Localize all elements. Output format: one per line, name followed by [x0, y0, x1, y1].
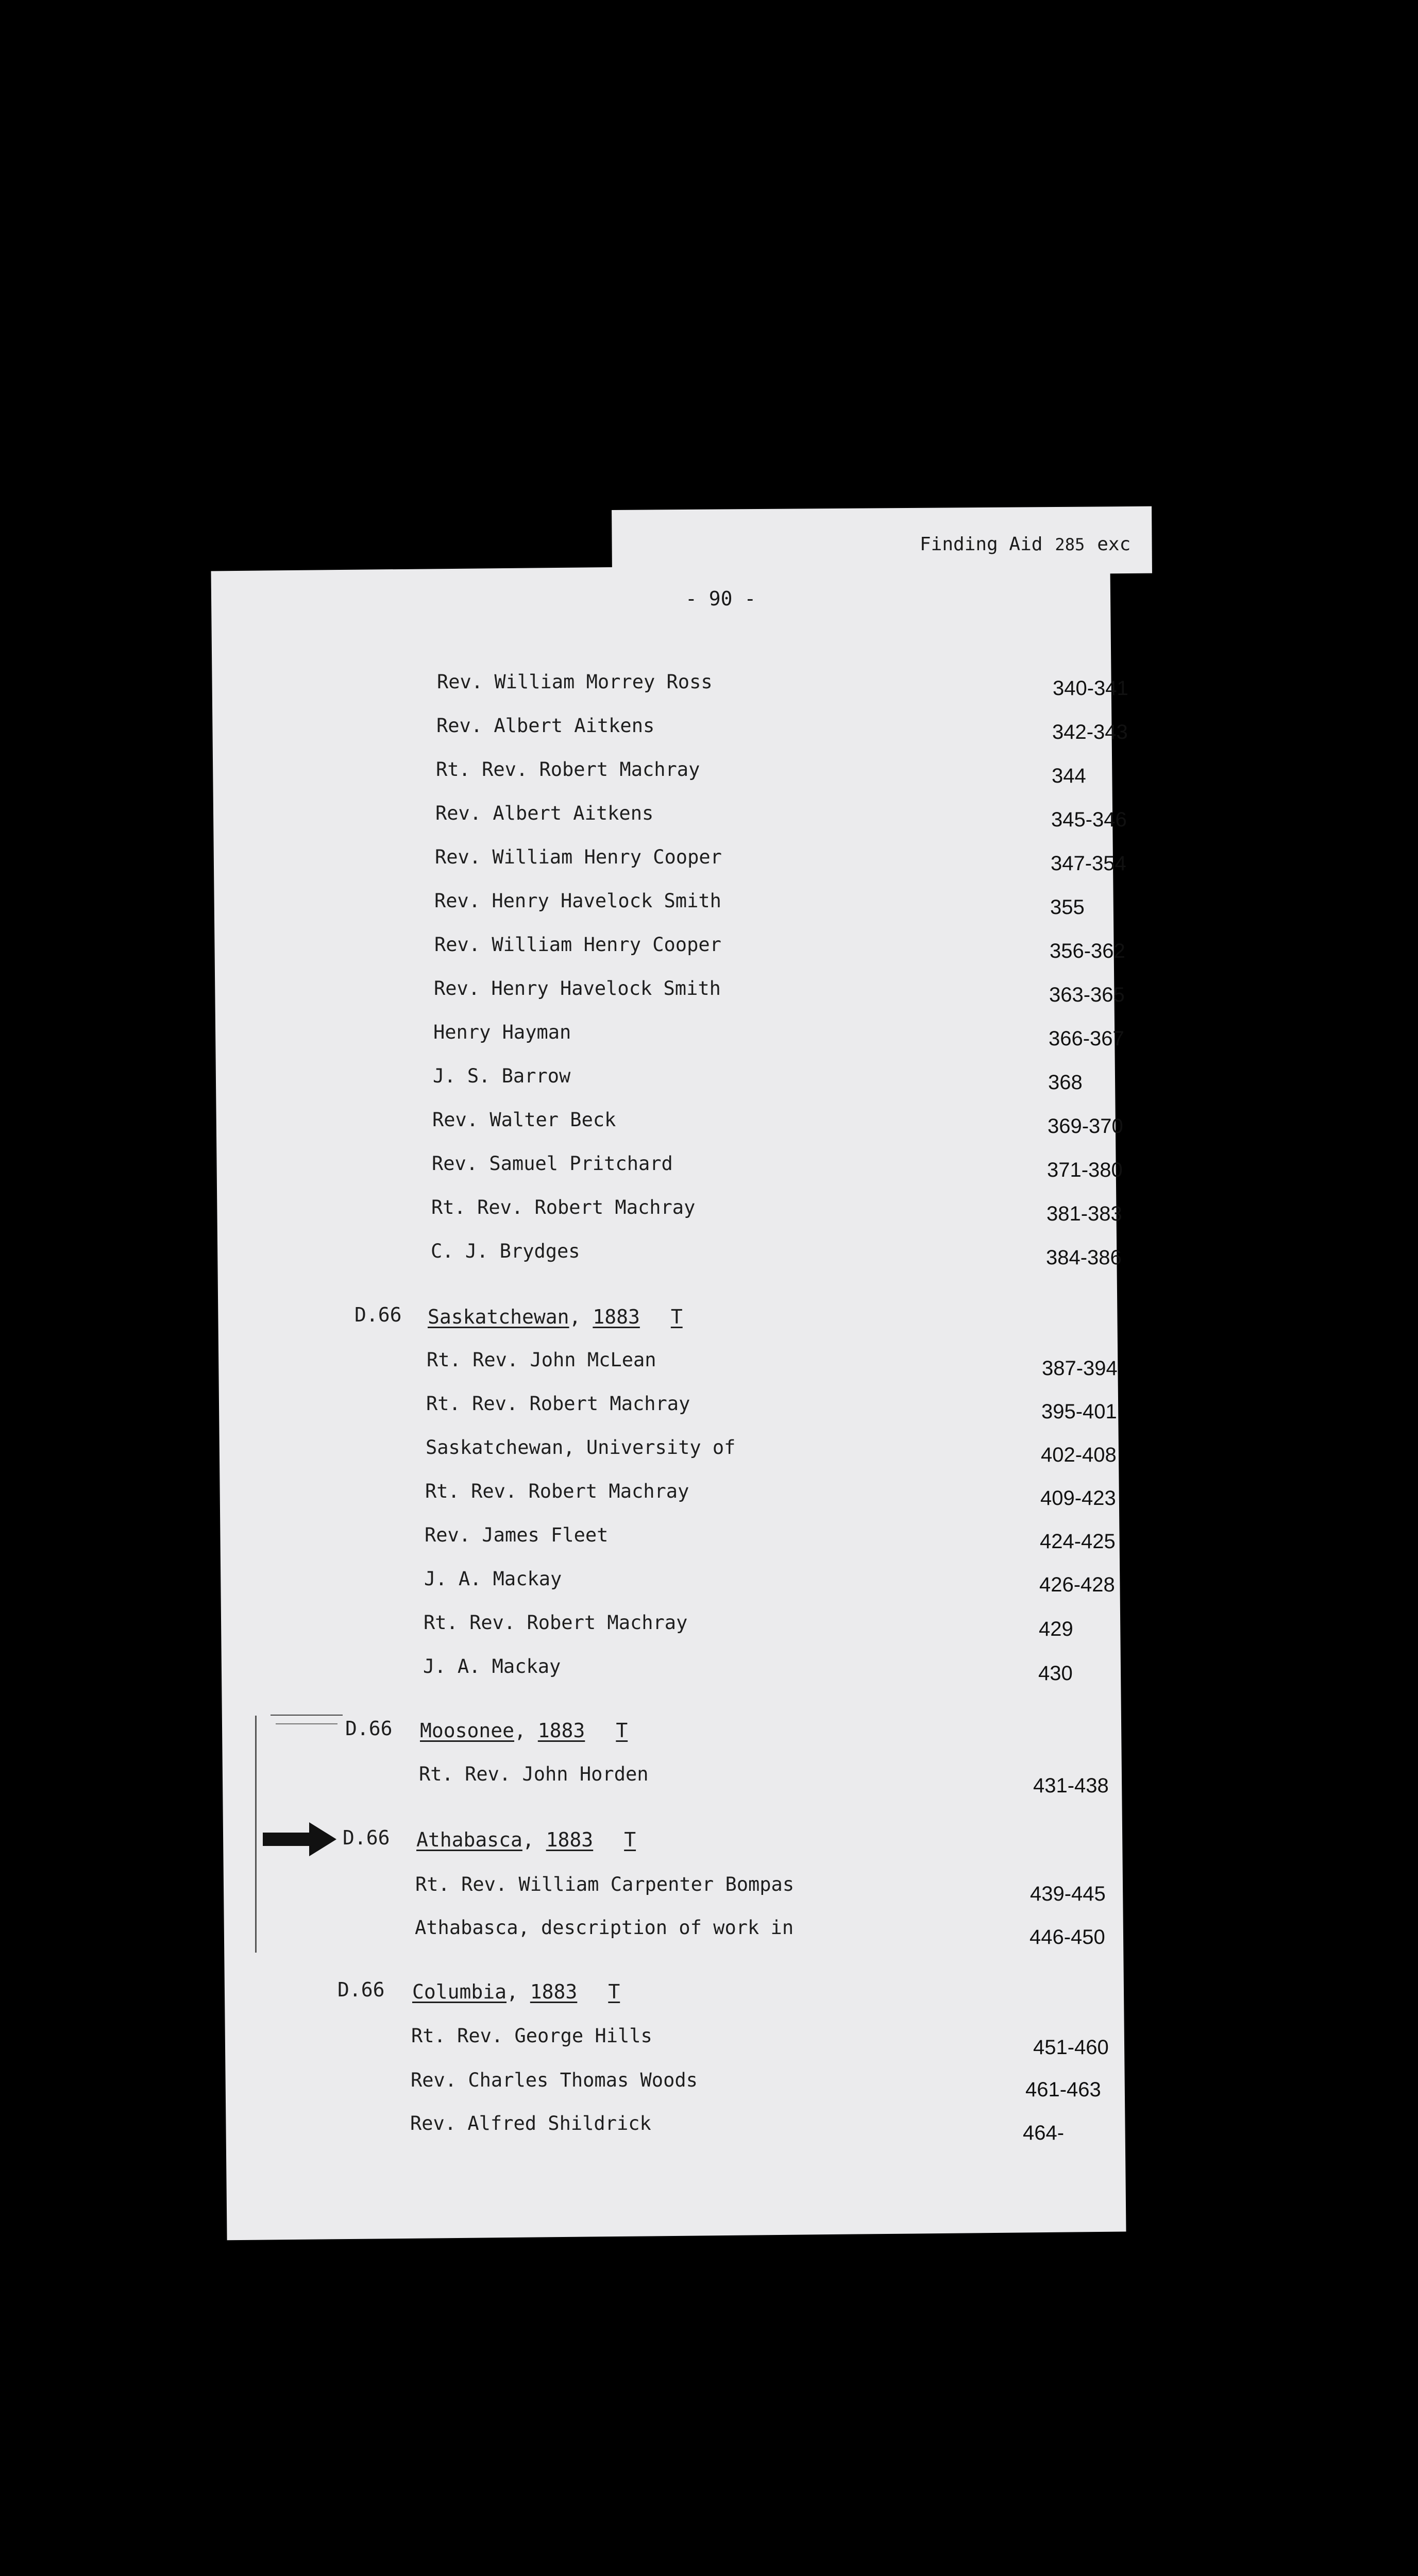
entry-pages: 384-386	[1046, 1246, 1122, 1269]
entry-name: Rev. Henry Havelock Smith	[434, 890, 721, 912]
section-mark: T	[624, 1828, 636, 1851]
entry-name: Rt. Rev. William Carpenter Bompas	[415, 1873, 795, 1895]
entry-name: Rt. Rev. Robert Machray	[431, 1196, 696, 1218]
entry-name: Rev. Albert Aitkens	[435, 802, 654, 824]
entry-name: J. A. Mackay	[423, 1655, 561, 1677]
entry-name: J. S. Barrow	[433, 1065, 571, 1087]
entry-pages: 424-425	[1040, 1530, 1116, 1553]
entry-pages: 344	[1052, 765, 1086, 787]
section-mark: T	[616, 1719, 628, 1742]
page-number: - 90 -	[685, 587, 756, 610]
section-title: Saskatchewan	[428, 1306, 569, 1328]
entry-pages: 368	[1048, 1071, 1083, 1094]
entry-pages: 431-438	[1033, 1774, 1109, 1797]
section-mark: T	[670, 1306, 683, 1328]
entry-name: Rev. James Fleet	[425, 1524, 609, 1546]
entry-pages: 345-346	[1051, 808, 1127, 831]
entry-pages: 363-365	[1049, 984, 1125, 1006]
section-code: D.66	[337, 1978, 385, 2001]
entry-pages: 369-370	[1048, 1115, 1123, 1138]
finding-aid-header	[920, 534, 1152, 555]
entry-pages: 429	[1039, 1618, 1073, 1640]
section-year: 1883	[530, 1980, 578, 2003]
section-title: Athabasca	[416, 1828, 522, 1851]
entry-name: Rev. William Morrey Ross	[437, 671, 713, 693]
margin-bracket-top-2	[276, 1723, 337, 1724]
entry-name: Rev. Samuel Pritchard	[432, 1153, 673, 1175]
finding-aid-trail: exc	[1097, 534, 1131, 555]
entry-pages: 342-343	[1052, 721, 1128, 743]
section-code: D.66	[343, 1826, 390, 1849]
entry-pages: 430	[1038, 1662, 1073, 1685]
section-heading: Columbia, 1883 T	[412, 1980, 620, 2003]
margin-bracket-top	[271, 1715, 343, 1716]
entry-pages: 340-341	[1053, 677, 1128, 700]
finding-aid-label: Finding Aid	[920, 534, 1043, 555]
entry-pages: 409-423	[1040, 1487, 1116, 1510]
entry-name: Rt. Rev. Robert Machray	[436, 758, 700, 781]
entry-name: Athabasca, description of work in	[415, 1917, 794, 1939]
section-title: Moosonee	[420, 1719, 515, 1742]
section-year: 1883	[546, 1828, 594, 1851]
entry-name: Saskatchewan, University of	[426, 1436, 736, 1459]
section-heading: Athabasca, 1883 T	[416, 1828, 636, 1851]
entry-pages: 395-401	[1041, 1400, 1117, 1423]
entry-name: Henry Hayman	[433, 1021, 571, 1043]
entry-name: Rt. Rev. John McLean	[427, 1349, 656, 1371]
entry-name: Rt. Rev. Robert Machray	[424, 1612, 688, 1634]
entry-name: Rev. Alfred Shildrick	[410, 2112, 651, 2134]
entry-pages: 461-463	[1025, 2078, 1101, 2101]
entry-name: Rt. Rev. George Hills	[411, 2025, 652, 2047]
pointing-arrow-icon	[260, 1821, 337, 1857]
entry-name: C. J. Brydges	[431, 1240, 580, 1262]
entry-pages: 426-428	[1039, 1573, 1115, 1596]
section-year: 1883	[537, 1719, 585, 1742]
entry-name: Rev. Walter Beck	[432, 1109, 616, 1131]
entry-pages: 347-354	[1051, 852, 1126, 875]
entry-pages: 451-460	[1033, 2036, 1109, 2059]
entry-name: Rev. William Henry Cooper	[434, 934, 721, 956]
section-mark: T	[608, 1980, 620, 2003]
entry-pages: 439-445	[1030, 1883, 1106, 1905]
section-title: Columbia	[412, 1980, 507, 2003]
entry-pages: 356-362	[1050, 940, 1125, 962]
section-year: 1883	[593, 1306, 640, 1328]
entry-pages: 446-450	[1029, 1926, 1105, 1948]
entry-name: Rev. Henry Havelock Smith	[434, 977, 721, 999]
section-code: D.66	[354, 1303, 402, 1326]
entry-pages: 464-	[1023, 2122, 1065, 2144]
entry-pages: 355	[1050, 896, 1085, 919]
section-code: D.66	[345, 1717, 393, 1740]
entry-name: J. A. Mackay	[424, 1568, 562, 1590]
entry-name: Rt. Rev. John Horden	[419, 1763, 649, 1785]
entry-pages: 366-367	[1049, 1027, 1124, 1050]
finding-aid-number: 285	[1055, 535, 1085, 554]
entry-pages: 402-408	[1041, 1444, 1117, 1466]
entry-name: Rev. Albert Aitkens	[436, 715, 655, 737]
section-heading: Saskatchewan, 1883 T	[428, 1306, 683, 1328]
entry-pages: 387-394	[1042, 1357, 1118, 1380]
entry-name: Rev. William Henry Cooper	[435, 846, 722, 868]
section-heading: Moosonee, 1883 T	[420, 1719, 628, 1742]
entry-pages: 371-380	[1047, 1159, 1123, 1181]
entry-pages: 381-383	[1046, 1202, 1122, 1225]
entry-name: Rev. Charles Thomas Woods	[411, 2069, 698, 2091]
entry-name: Rt. Rev. Robert Machray	[426, 1393, 690, 1415]
entry-name: Rt. Rev. Robert Machray	[425, 1480, 689, 1502]
